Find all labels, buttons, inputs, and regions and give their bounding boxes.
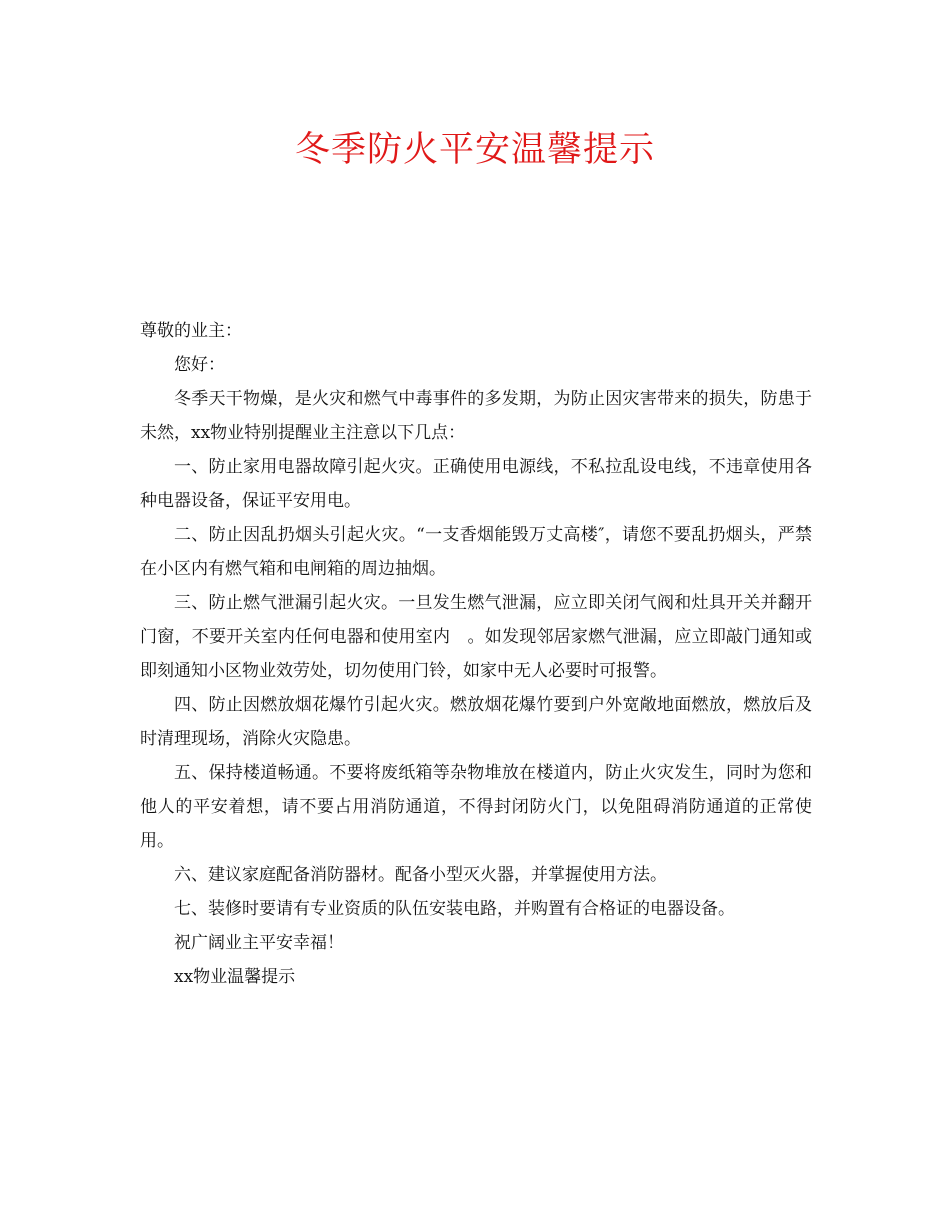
list-item: 七、装修时要请有专业资质的队伍安装电路，并购置有合格证的电器设备。 bbox=[174, 899, 735, 919]
list-item: 三、防止燃气泄漏引起火灾。一旦发生燃气泄漏，应立即关闭气阀和灶具开关并翻开门窗，不要开关室内任何电器和使用室内 。如发现邻居家燃气泄漏，应立即敲门通知或即刻通知小区物业效劳处，切勿使用门铃，如家中无人必要时可报警。 bbox=[140, 593, 812, 681]
document-title: 冬季防火平安温馨提示 bbox=[294, 130, 655, 170]
list-item: 六、建议家庭配备消防器材。配备小型灭火器，并掌握使用方法。 bbox=[174, 865, 667, 885]
list-item: 一、防止家用电器故障引起火灾。正确使用电源线，不私拉乱设电线，不违章使用各种电器设备，保证平安用电。 bbox=[140, 457, 812, 511]
list-item: 二、防止因乱扔烟头引起火灾。“一支香烟能毁万丈高楼″，请您不要乱扔烟头，严禁在小区内有燃气箱和电闸箱的周边抽烟。 bbox=[140, 525, 812, 579]
greeting: 您好： bbox=[174, 355, 225, 375]
signature: xx物业温馨提示 bbox=[174, 967, 296, 987]
list-item: 五、保持楼道畅通。不要将废纸箱等杂物堆放在楼道内，防止火灾发生，同时为您和他人的平安着想，请不要占用消防通道，不得封闭防火门，以免阻碍消防通道的正常使用。 bbox=[140, 763, 812, 851]
closing-wish: 祝广阔业主平安幸福！ bbox=[174, 933, 344, 953]
document-body bbox=[140, 314, 812, 994]
list-item: 四、防止因燃放烟花爆竹引起火灾。燃放烟花爆竹要到户外宽敞地面燃放，燃放后及时清理现场，消除火灾隐患。 bbox=[140, 695, 812, 749]
salutation: 尊敬的业主： bbox=[140, 321, 242, 341]
intro-paragraph: 冬季天干物燥，是火灾和燃气中毒事件的多发期，为防止因灾害带来的损失，防患于未然，xx物业特别提醒业主注意以下几点： bbox=[140, 389, 812, 443]
